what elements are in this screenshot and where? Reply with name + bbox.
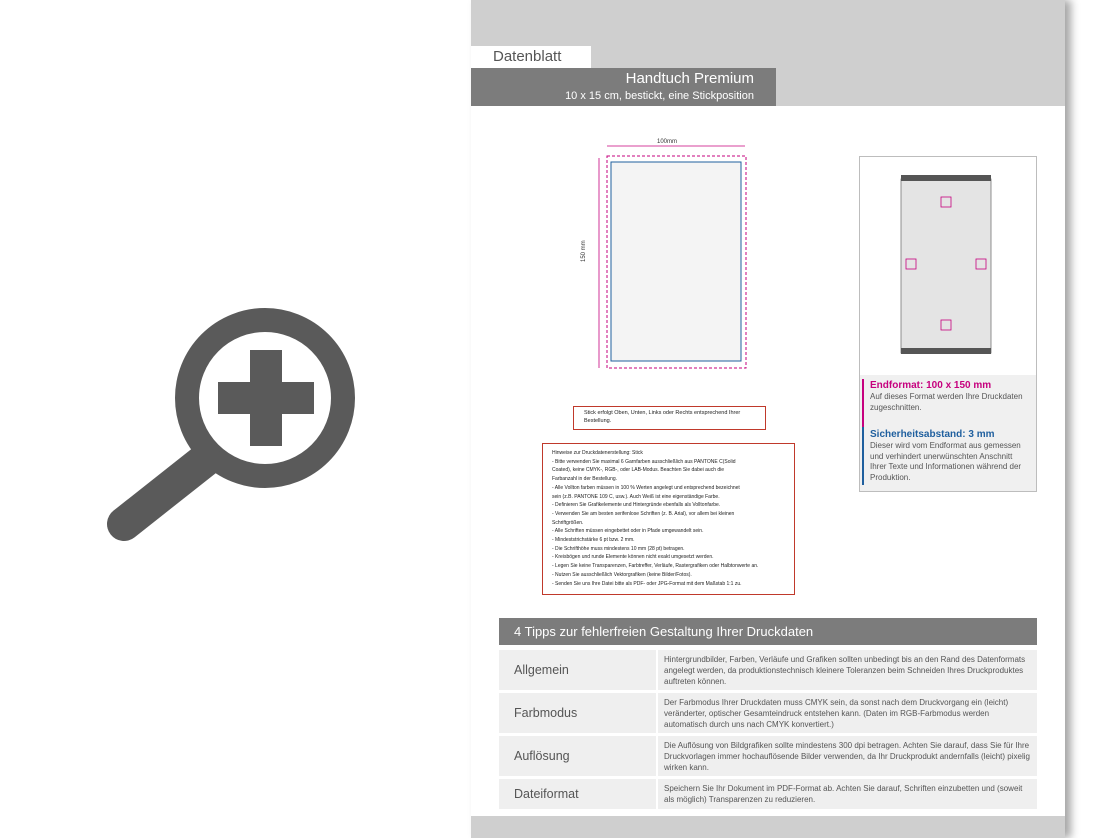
print-note-line: - Legen Sie keine Transparenzen, Farbtreffer, Verläufe, Rastergrafiken oder Halbtonwerte an.: [552, 563, 759, 570]
safety-title: Sicherheitsabstand: 3 mm: [870, 429, 995, 440]
footer-band: [471, 816, 1065, 838]
endformat-text: Auf dieses Format werden Ihre Druckdaten zugeschnitten.: [870, 392, 1023, 412]
print-note-line: - Nutzen Sie ausschließlich Vektorgrafiken (keine Bilder/Fotos).: [552, 571, 692, 578]
product-box: [471, 68, 776, 106]
print-note-line: - Mindeststrichstärke 6 pt bzw. 2 mm.: [552, 537, 635, 544]
datasheet-tab: Datenblatt: [471, 46, 591, 68]
tip-text: Hintergrundbilder, Farben, Verläufe und Grafiken sollten unbedingt bis an den Rand des Datenformats angelegt werden, da produktionstechnisch kleinere Toleranzen beim Schneiden Ihres Druckproduktes auftreten können.: [658, 650, 1037, 690]
towel-preview: [859, 156, 1037, 492]
print-note-line: Hinweise zur Druckdatenerstellung: Stick: [552, 450, 643, 456]
height-dimension: 150 mm: [581, 240, 587, 262]
format-notes: [860, 375, 1036, 491]
tip-row: [499, 650, 1037, 690]
endformat-title: Endformat: 100 x 150 mm: [870, 380, 992, 391]
print-note-line: sein (z.B. PANTONE 109 C, usw.). Auch Weiß ist eine eigenständige Farbe.: [552, 493, 720, 500]
zoom-in-icon[interactable]: [100, 290, 360, 550]
print-note-line: - Die Schrifthöhe muss mindestens 10 mm (28 pt) betragen.: [552, 545, 685, 552]
towel-graphic: [860, 157, 1036, 375]
print-note-line: - Senden Sie uns Ihre Datei bitte als PDF- oder JPG-Format mit dem Maßstab 1:1 zu.: [552, 580, 742, 587]
tip-label: Farbmodus: [499, 693, 656, 733]
tip-label: Allgemein: [499, 650, 656, 690]
tip-row: [499, 736, 1037, 776]
width-dimension: 100mm: [657, 139, 678, 145]
print-note-line: Schriftgrößen.: [552, 519, 584, 526]
print-note-line: - Alle Vollton farben müssen in 100 % Werten angelegt und entsprechend bezeichnet: [552, 484, 740, 491]
print-note-line: - Bitte verwenden Sie maximal 6 Garnfarben ausschließlich aus PANTONE C(Solid: [552, 458, 736, 465]
safety-marker: [862, 427, 864, 485]
datasheet-page: [471, 0, 1065, 838]
tip-row: [499, 693, 1037, 733]
tip-text: Speichern Sie Ihr Dokument im PDF-Format ab. Achten Sie darauf, Schriften einzubetten und (soweit als möglich) Transparenzen zu reduzieren.: [658, 779, 1037, 809]
safety-text: Dieser wird vom Endformat aus gemessen und verhindert unerwünschten Anschnitt Ihrer Texte und Informationen während der Produktion.: [870, 441, 1022, 482]
product-subtitle: 10 x 15 cm, bestickt, eine Stickposition: [565, 90, 754, 102]
endformat-marker: [862, 379, 864, 429]
print-note-line: - Definieren Sie Grafikelemente und Hintergründe ebenfalls als Volltonfarbe.: [552, 502, 721, 509]
print-note-line: - Alle Schriften müssen eingebettet oder in Pfade umgewandelt sein.: [552, 528, 704, 535]
tip-label: Dateiformat: [499, 779, 656, 809]
stitch-position-note: Stick erfolgt Oben, Unten, Links oder Rechts entsprechend Ihrer Bestellung.: [573, 406, 766, 430]
product-title: Handtuch Premium: [625, 70, 754, 87]
tip-text: Der Farbmodus Ihrer Druckdaten muss CMYK sein, da sonst nach dem Druckvorgang ein (leicht) veränderter, optischer Gesamteindruck entstehen kann. (Daten im RGB-Farbmodus werden automatisch durch uns nach CMYK konvertiert.): [658, 693, 1037, 733]
format-drawing: [587, 136, 757, 376]
tips-title: 4 Tipps zur fehlerfreien Gestaltung Ihrer Druckdaten: [499, 618, 1037, 645]
print-note-line: Farbanzahl in der Bestellung.: [552, 476, 618, 483]
print-notes-box: [542, 443, 795, 595]
tip-row: [499, 779, 1037, 809]
print-note-line: Coated), keine CMYK-, RGB-, oder LAB-Modus. Beachten Sie dabei auch die: [552, 467, 725, 474]
tip-label: Auflösung: [499, 736, 656, 776]
print-note-line: - Kreisbögen und runde Elemente können nicht exakt umgesetzt werden.: [552, 554, 714, 561]
print-note-line: - Verwenden Sie am besten serifenlose Schriften (z. B. Arial), vor allem bei kleinen: [552, 510, 735, 517]
tip-text: Die Auflösung von Bildgrafiken sollte mindestens 300 dpi betragen. Achten Sie darauf, dass Sie für Ihre Druckvorlagen immer hochauflösende Bilder verwenden, da Ihr Druckprodukt andernfalls (leicht) pixelig wirken kann.: [658, 736, 1037, 776]
